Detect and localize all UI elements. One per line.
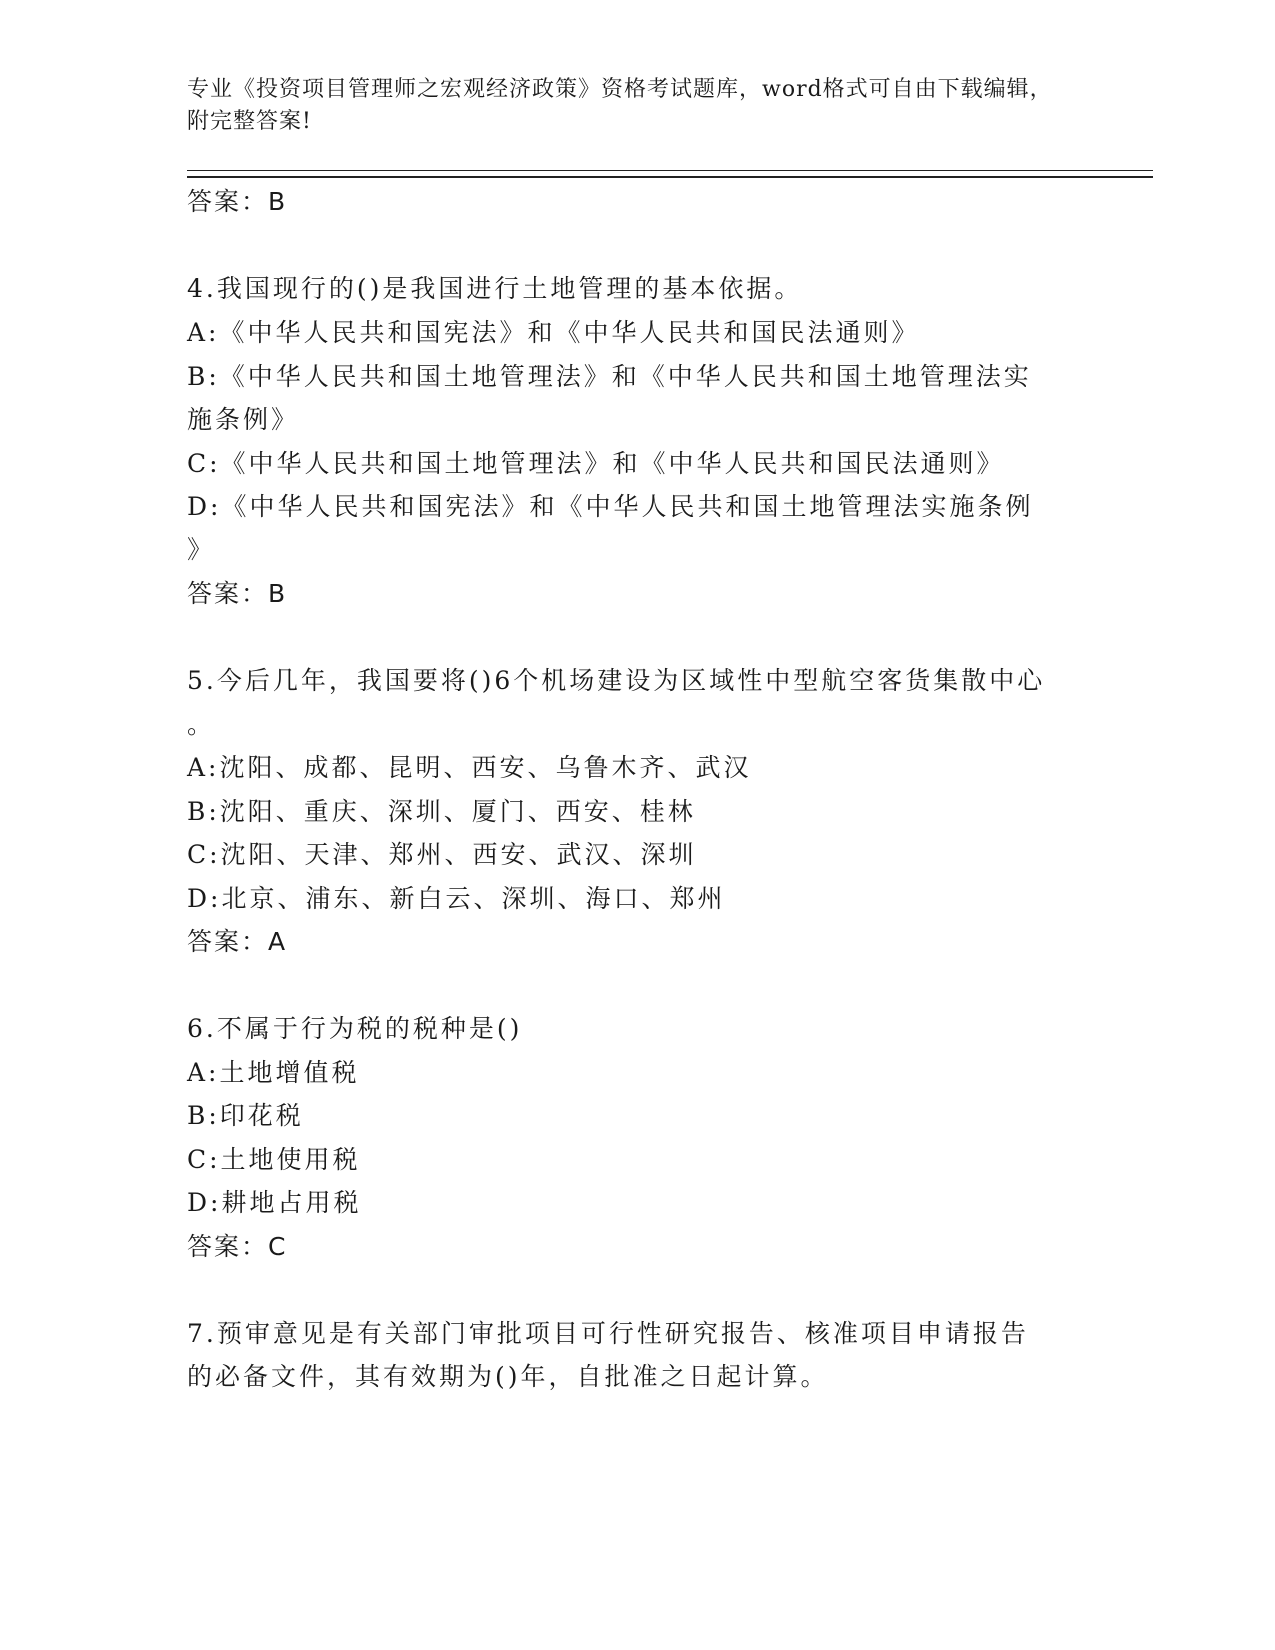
header-rule-thin xyxy=(187,170,1153,171)
answer-line: 答案：B xyxy=(187,187,288,216)
question-5-option-a: A:沈阳、成都、昆明、西安、乌鲁木齐、武汉 xyxy=(187,753,752,782)
question-5-stem-cont: 。 xyxy=(187,710,216,739)
question-4-option-c: C:《中华人民共和国土地管理法》和《中华人民共和国民法通则》 xyxy=(187,449,1005,478)
question-5-option-b: B:沈阳、重庆、深圳、厦门、西安、桂林 xyxy=(187,797,696,826)
question-6-option-b: B:印花税 xyxy=(187,1101,304,1130)
question-5-option-c: C:沈阳、天津、郑州、西安、武汉、深圳 xyxy=(187,840,697,869)
question-6-option-c: C:土地使用税 xyxy=(187,1145,361,1174)
question-4-option-d: D:《中华人民共和国宪法》和《中华人民共和国土地管理法实施条例 xyxy=(187,492,1034,521)
question-4-option-a: A:《中华人民共和国宪法》和《中华人民共和国民法通则》 xyxy=(187,318,920,347)
question-4-option-d-cont: 》 xyxy=(187,535,216,564)
question-4-option-b-cont: 施条例》 xyxy=(187,405,300,434)
question-4-answer: 答案：B xyxy=(187,579,288,608)
header-rule-thick xyxy=(187,176,1153,178)
question-7-stem-cont: 的必备文件，其有效期为()年，自批准之日起计算。 xyxy=(187,1362,829,1391)
question-6-answer: 答案：C xyxy=(187,1232,288,1261)
question-5-option-d: D:北京、浦东、新白云、深圳、海口、郑州 xyxy=(187,884,726,913)
page-header: 专业《投资项目管理师之宏观经济政策》资格考试题库，word格式可自由下载编辑，附完整答案! xyxy=(187,77,1053,134)
question-5-stem: 5.今后几年，我国要将()6个机场建设为区域性中型航空客货集散中心 xyxy=(187,666,1046,695)
question-6-option-d: D:耕地占用税 xyxy=(187,1188,362,1217)
question-4-option-b: B:《中华人民共和国土地管理法》和《中华人民共和国土地管理法实 xyxy=(187,362,1032,391)
question-6-option-a: A:土地增值税 xyxy=(187,1058,360,1087)
question-5-answer: 答案：A xyxy=(187,927,288,956)
question-7-stem: 7.预审意见是有关部门审批项目可行性研究报告、核准项目申请报告 xyxy=(187,1319,1029,1348)
question-4-stem: 4.我国现行的()是我国进行土地管理的基本依据。 xyxy=(187,274,803,303)
question-6-stem: 6.不属于行为税的税种是() xyxy=(187,1014,523,1043)
